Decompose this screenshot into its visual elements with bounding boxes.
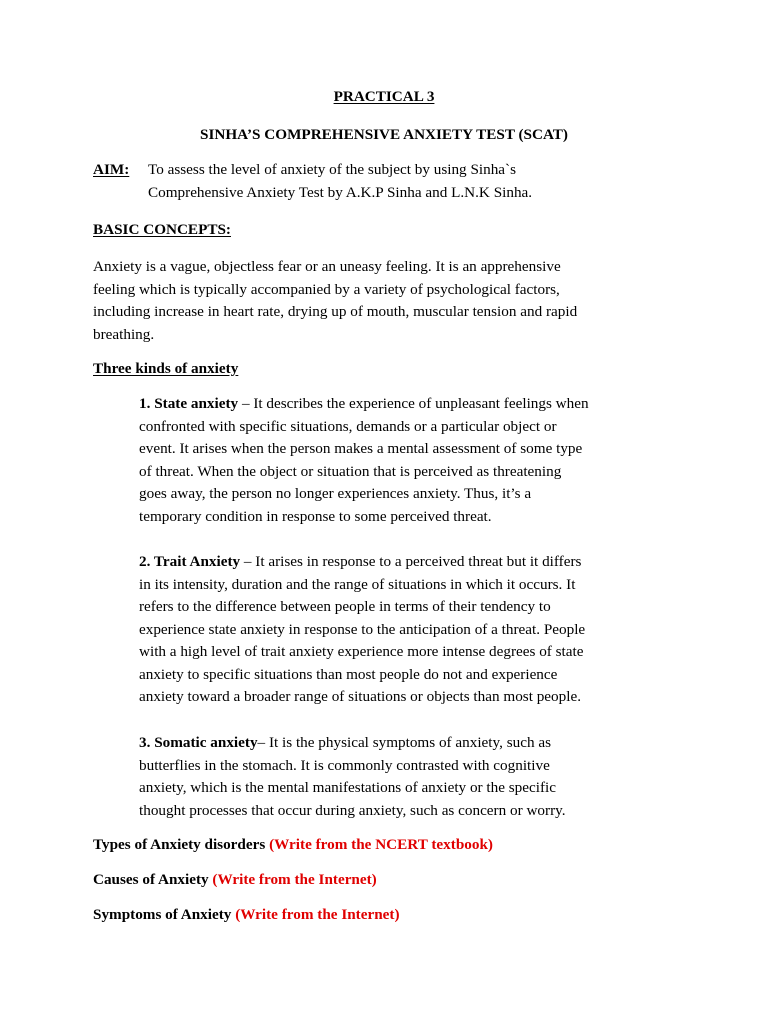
paragraph-line: anxiety to specific situations than most people do not and experience: [139, 665, 558, 683]
paragraph-line: feeling which is typically accompanied by a variety of psychological factors,: [93, 280, 560, 298]
paragraph-line: butterflies in the stomach. It is commonly contrasted with cognitive: [139, 756, 550, 774]
basic-concepts-paragraph: [93, 256, 577, 346]
paragraph-line: thought processes that occur during anxiety, such as concern or worry.: [139, 801, 566, 819]
paragraph-line: confronted with specific situations, demands or a particular object or: [139, 417, 557, 435]
basic-concepts-heading: BASIC CONCEPTS:: [93, 221, 231, 238]
paragraph-line: anxiety, which is the mental manifestations of anxiety or the specific: [139, 779, 556, 796]
section-label: Types of Anxiety disorders: [93, 836, 266, 853]
section-note: (Write from the Internet): [235, 906, 400, 923]
paragraph-line: of threat. When the object or situation that is perceived as threatening: [139, 462, 562, 480]
kind-term: 1. State anxiety: [139, 395, 239, 412]
section-note: (Write from the Internet): [212, 871, 377, 888]
section-label: Causes of Anxiety: [93, 871, 209, 888]
kind-item-state: [139, 393, 589, 528]
page-title: PRACTICAL 3: [333, 88, 435, 105]
paragraph-line: event. It arises when the person makes a mental assessment of some type: [139, 440, 583, 457]
paragraph-line: Anxiety is a vague, objectless fear or an uneasy feeling. It is an apprehensive: [93, 258, 561, 275]
kind-item-trait: [139, 551, 585, 709]
kind-first-line: – It describes the experience of unpleasant feelings when: [238, 395, 589, 412]
paragraph-line: anxiety toward a broader range of situations or objects than most people.: [139, 688, 581, 705]
kinds-heading: Three kinds of anxiety: [93, 360, 239, 377]
paragraph-line: breathing.: [93, 325, 155, 343]
kind-item-somatic: [139, 732, 566, 822]
section-note: (Write from the NCERT textbook): [269, 836, 493, 853]
kind-term: 2. Trait Anxiety: [139, 553, 241, 570]
section-types: [93, 834, 493, 857]
section-causes: [93, 869, 377, 892]
kind-first-line: – It is the physical symptoms of anxiety, such as: [257, 734, 551, 751]
paragraph-line: refers to the difference between people in terms of their tendency to: [139, 598, 551, 615]
aim-line-1: To assess the level of anxiety of the subject by using Sinha`s: [148, 161, 517, 178]
page-subtitle: SINHA’S COMPREHENSIVE ANXIETY TEST (SCAT): [200, 126, 568, 143]
paragraph-line: in its intensity, duration and the range of situations in which it occurs. It: [139, 575, 576, 593]
paragraph-line: experience state anxiety in response to the anticipation of a threat. People: [139, 620, 586, 638]
section-label: Symptoms of Anxiety: [93, 906, 232, 923]
paragraph-line: temporary condition in response to some perceived threat.: [139, 507, 492, 525]
section-symptoms: [93, 904, 400, 927]
paragraph-line: including increase in heart rate, drying up of mouth, muscular tension and rapid: [93, 303, 578, 320]
kind-first-line: – It arises in response to a perceived threat but it differs: [240, 553, 582, 570]
aim-label: AIM:: [93, 161, 130, 178]
aim-line-2: Comprehensive Anxiety Test by A.K.P Sinha and L.N.K Sinha.: [148, 184, 533, 201]
kind-term: 3. Somatic anxiety: [139, 734, 258, 751]
paragraph-line: goes away, the person no longer experiences anxiety. Thus, it’s a: [139, 485, 532, 502]
paragraph-line: with a high level of trait anxiety experience more intense degrees of state: [139, 643, 584, 660]
